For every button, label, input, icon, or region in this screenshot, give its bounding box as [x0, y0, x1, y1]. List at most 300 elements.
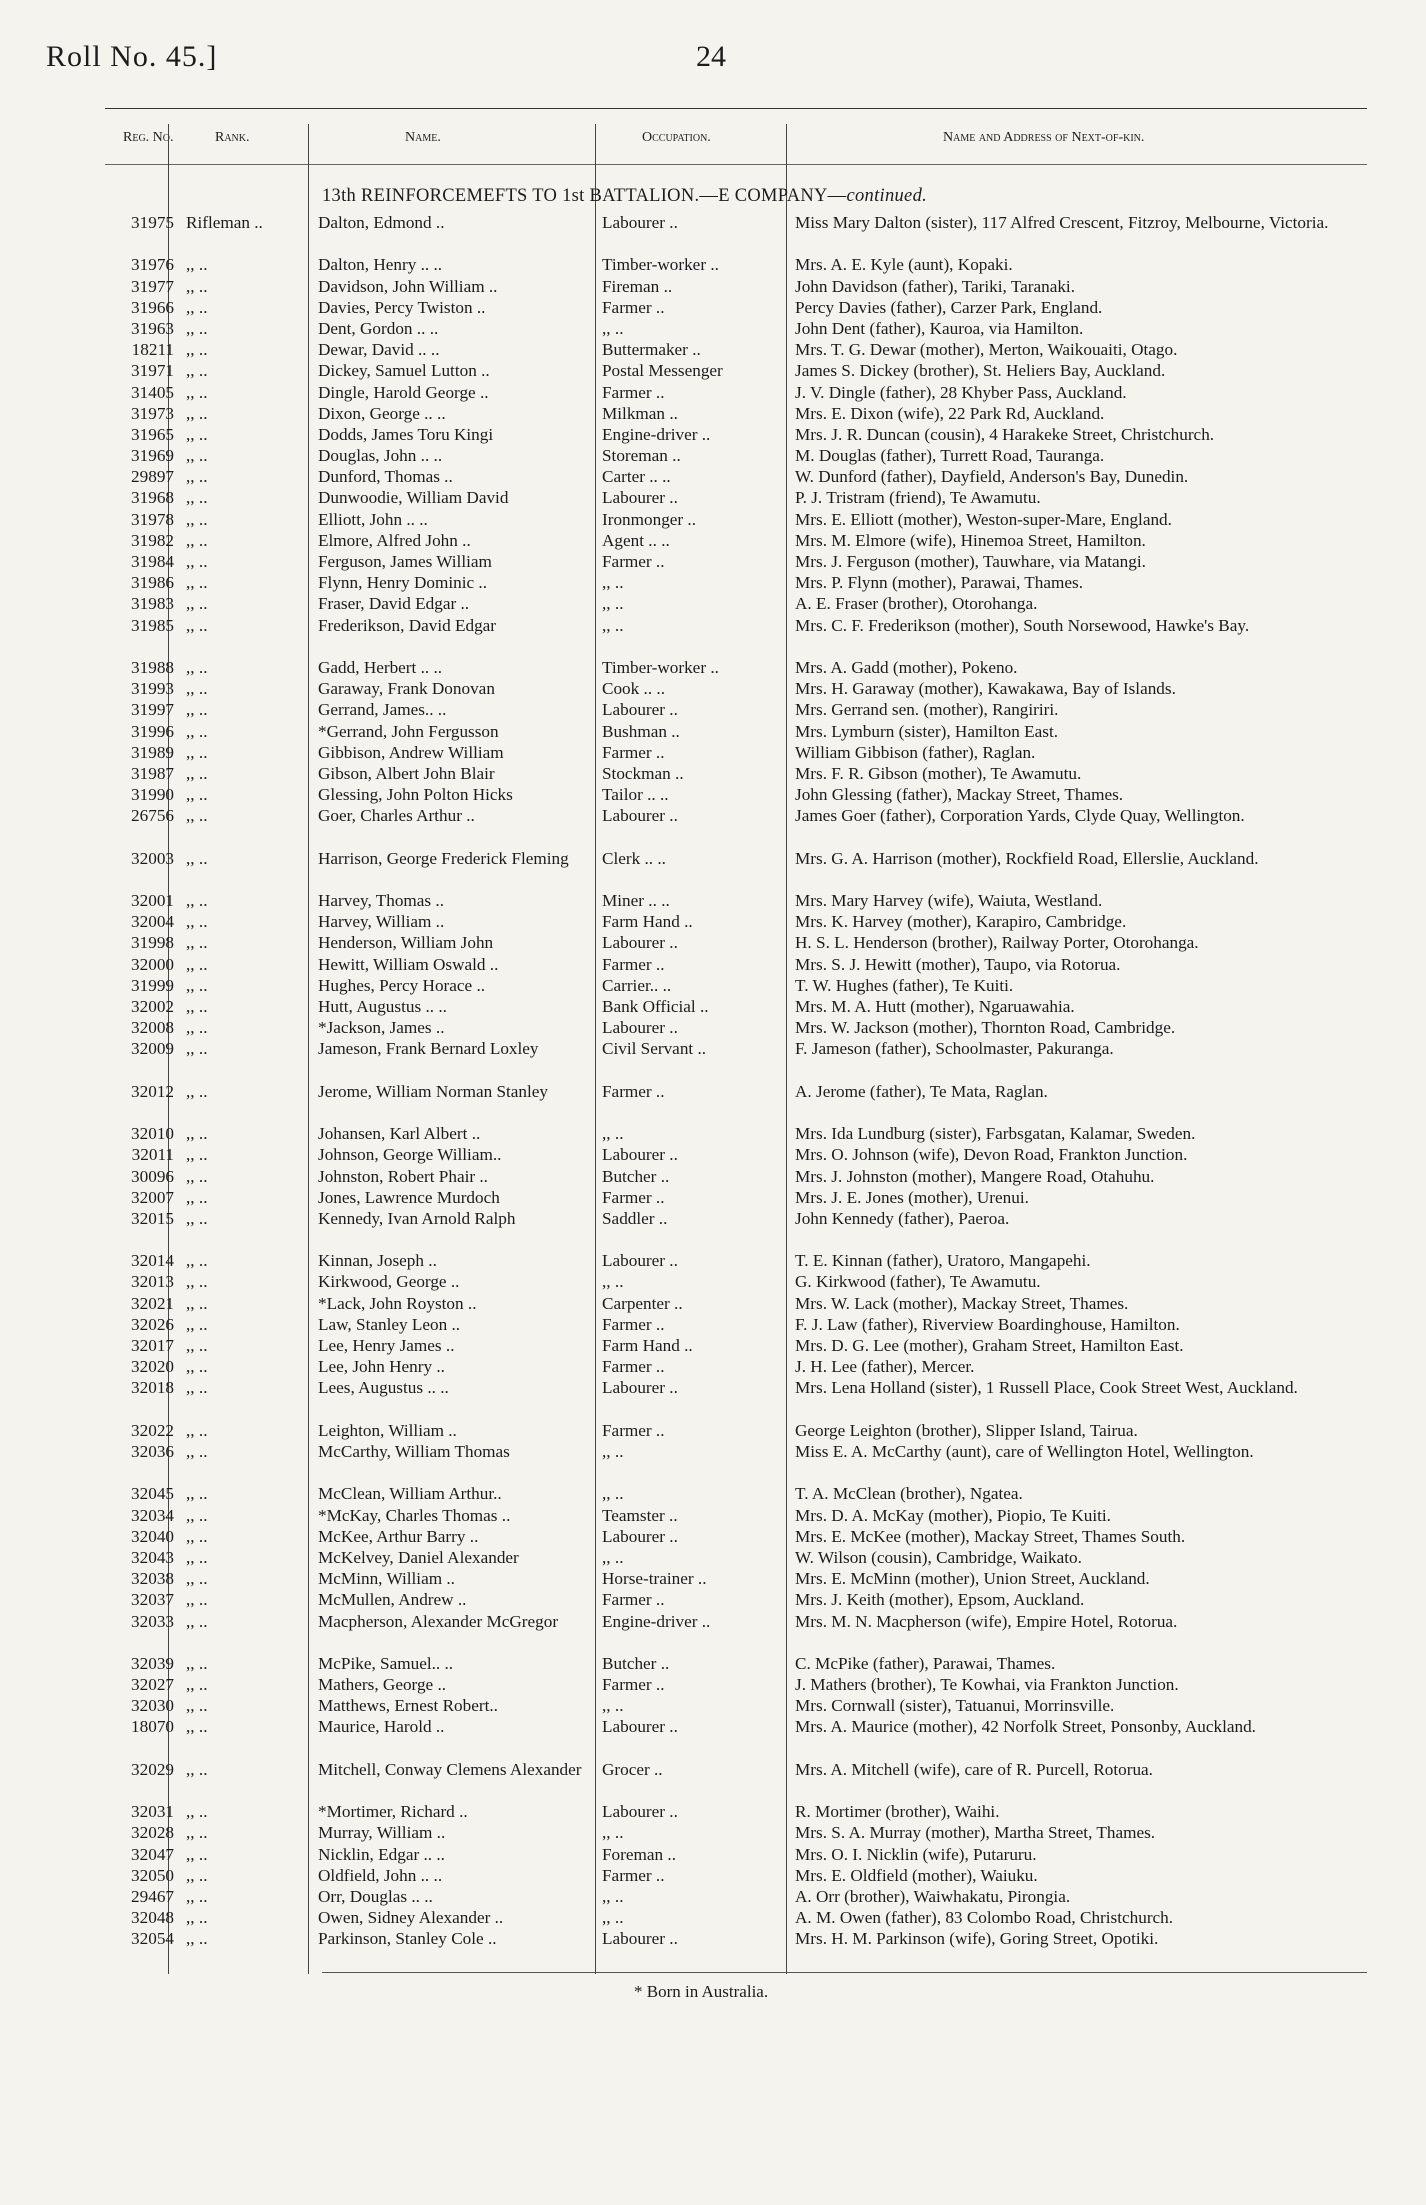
next-of-kin: F. Jameson (father), Schoolmaster, Pakuranga. — [795, 1039, 1114, 1059]
soldier-name: Parkinson, Stanley Cole .. — [318, 1929, 497, 1949]
soldier-name: Kinnan, Joseph .. — [318, 1251, 437, 1271]
rank: ,, .. — [186, 975, 208, 995]
soldier-name: Garaway, Frank Donovan — [318, 679, 495, 699]
rank: ,, .. — [186, 255, 208, 275]
next-of-kin: W. Wilson (cousin), Cambridge, Waikato. — [795, 1547, 1082, 1567]
occupation: Labourer .. — [602, 1251, 678, 1271]
reg-number: 26756 — [131, 806, 174, 826]
table-row — [0, 551, 1426, 572]
table-row — [0, 1187, 1426, 1208]
table-row — [0, 318, 1426, 339]
next-of-kin: A. Orr (brother), Waiwhakatu, Pirongia. — [795, 1887, 1071, 1906]
soldier-name: Glessing, John Polton Hicks — [318, 785, 513, 805]
next-of-kin: Mrs. J. Johnston (mother), Mangere Road, Otahuhu. — [795, 1166, 1155, 1186]
soldier-name: Leighton, William .. — [318, 1420, 457, 1440]
occupation: ,, .. — [602, 1547, 624, 1567]
rank: ,, .. — [186, 912, 208, 932]
occupation: Miner .. .. — [602, 891, 670, 911]
occupation: Timber-worker .. — [602, 657, 719, 677]
col-header-next-of-kin: Name and Address of Next-of-kin. — [943, 130, 1145, 145]
soldier-name: Henderson, William John — [318, 933, 494, 953]
soldier-name: *Lack, John Royston .. — [318, 1293, 477, 1313]
soldier-name: Dixon, George .. .. — [318, 403, 446, 423]
table-row — [0, 784, 1426, 805]
occupation: Farmer .. — [602, 1675, 665, 1695]
next-of-kin: Miss E. A. McCarthy (aunt), care of Wellington Hotel, Wellington. — [795, 1442, 1254, 1461]
reg-number: 18070 — [131, 1717, 174, 1737]
soldier-name: Jerome, William Norman Stanley — [318, 1081, 549, 1101]
soldier-name: Davidson, John William .. — [318, 276, 498, 296]
next-of-kin: Mrs. K. Harvey (mother), Karapiro, Cambridge. — [795, 912, 1127, 932]
next-of-kin: Mrs. Lymburn (sister), Hamilton East. — [795, 721, 1059, 741]
occupation: Teamster .. — [602, 1505, 678, 1525]
table-row — [0, 572, 1426, 593]
rank: ,, .. — [186, 1696, 208, 1716]
next-of-kin: Mrs. Ida Lundburg (sister), Farbsgatan, Kalamar, Sweden. — [795, 1124, 1196, 1144]
table-row — [0, 954, 1426, 975]
rank: ,, .. — [186, 340, 208, 360]
reg-number: 31998 — [131, 933, 174, 953]
occupation: ,, .. — [602, 594, 624, 614]
reg-number: 32037 — [131, 1590, 174, 1610]
next-of-kin: Mrs. E. Elliott (mother), Weston-super-Mare, England. — [795, 509, 1172, 529]
rank: ,, .. — [186, 1208, 208, 1228]
rank: ,, .. — [186, 1124, 208, 1144]
next-of-kin: Mrs. Cornwall (sister), Tatuanui, Morrinsville. — [795, 1696, 1115, 1716]
soldier-name: Kennedy, Ivan Arnold Ralph — [318, 1208, 516, 1228]
soldier-name: Gibbison, Andrew William — [318, 742, 504, 762]
next-of-kin: J. H. Lee (father), Mercer. — [795, 1357, 975, 1377]
rank: ,, .. — [186, 467, 208, 487]
occupation: Farmer .. — [602, 1314, 665, 1334]
next-of-kin: Mrs. A. E. Kyle (aunt), Kopaki. — [795, 255, 1013, 275]
soldier-name: Mitchell, Conway Clemens Alexander — [318, 1759, 582, 1779]
rank: ,, .. — [186, 1293, 208, 1313]
soldier-name: *Mortimer, Richard .. — [318, 1802, 468, 1822]
rank: ,, .. — [186, 1251, 208, 1271]
occupation: Labourer .. — [602, 1018, 678, 1038]
occupation: Engine-driver .. — [602, 424, 711, 444]
col-header-occupation: Occupation. — [642, 130, 711, 145]
occupation: ,, .. — [602, 1887, 624, 1906]
rank: ,, .. — [186, 1187, 208, 1207]
table-row — [0, 339, 1426, 360]
soldier-name: Kirkwood, George .. — [318, 1272, 460, 1292]
next-of-kin: Mrs. M. N. Macpherson (wife), Empire Hotel, Rotorua. — [795, 1611, 1178, 1631]
soldier-name: Dunwoodie, William David — [318, 488, 509, 508]
occupation: Storeman .. — [602, 446, 681, 466]
table-row — [0, 1589, 1426, 1610]
soldier-name: McKee, Arthur Barry .. — [318, 1526, 479, 1546]
next-of-kin: Mrs. A. Maurice (mother), 42 Norfolk Street, Ponsonby, Auckland. — [795, 1717, 1256, 1737]
reg-number: 32000 — [131, 954, 174, 974]
next-of-kin: Mrs. J. Ferguson (mother), Tauwhare, via Matangi. — [795, 552, 1146, 572]
occupation: Grocer .. — [602, 1759, 663, 1779]
rank: ,, .. — [186, 509, 208, 529]
reg-number: 32026 — [131, 1314, 174, 1334]
occupation: Farmer .. — [602, 954, 665, 974]
occupation: Farmer .. — [602, 1081, 665, 1101]
table-row — [0, 848, 1426, 890]
section-title — [322, 186, 927, 207]
reg-number: 32030 — [131, 1696, 174, 1716]
reg-number: 31987 — [131, 763, 174, 783]
soldier-name: Dodds, James Toru Kingi — [318, 424, 494, 444]
reg-number: 31978 — [131, 509, 174, 529]
rank: ,, .. — [186, 318, 208, 338]
reg-number: 31983 — [131, 594, 174, 614]
table-row — [0, 593, 1426, 614]
next-of-kin: G. Kirkwood (father), Te Awamutu. — [795, 1272, 1041, 1292]
soldier-name: Oldfield, John .. .. — [318, 1865, 443, 1885]
reg-number: 32009 — [131, 1039, 174, 1059]
occupation: Carrier.. .. — [602, 975, 672, 995]
reg-number: 31985 — [131, 615, 174, 635]
occupation: Farmer .. — [602, 297, 665, 317]
table-row — [0, 530, 1426, 551]
table-row — [0, 509, 1426, 530]
occupation: Postal Messenger — [602, 361, 723, 381]
occupation: Farm Hand .. — [602, 912, 693, 932]
rank: ,, .. — [186, 700, 208, 720]
soldier-name: Dingle, Harold George .. — [318, 382, 489, 402]
table-row — [0, 1886, 1426, 1907]
table-row — [0, 1250, 1426, 1271]
soldier-name: Elliott, John .. .. — [318, 509, 428, 529]
reg-number: 32033 — [131, 1611, 174, 1631]
next-of-kin: John Dent (father), Kauroa, via Hamilton. — [795, 318, 1084, 338]
occupation: Butcher .. — [602, 1653, 670, 1673]
rank: ,, .. — [186, 424, 208, 444]
soldier-name: Gibson, Albert John Blair — [318, 763, 495, 783]
rank: ,, .. — [186, 1166, 208, 1186]
occupation: Buttermaker .. — [602, 340, 701, 360]
next-of-kin: Mrs. E. Oldfield (mother), Waiuku. — [795, 1865, 1038, 1885]
table-row — [0, 1271, 1426, 1292]
occupation: ,, .. — [602, 1124, 624, 1144]
next-of-kin: W. Dunford (father), Dayfield, Anderson's Bay, Dunedin. — [795, 467, 1189, 487]
table-row — [0, 1208, 1426, 1250]
rank: ,, .. — [186, 785, 208, 805]
rank: ,, .. — [186, 382, 208, 402]
reg-number: 31986 — [131, 573, 174, 593]
rank: ,, .. — [186, 1547, 208, 1567]
reg-number: 32012 — [131, 1081, 174, 1101]
soldier-name: Gadd, Herbert .. .. — [318, 657, 443, 677]
next-of-kin: John Kennedy (father), Paeroa. — [795, 1208, 1010, 1228]
occupation: Labourer .. — [602, 806, 678, 826]
rank: ,, .. — [186, 573, 208, 593]
reg-number: 29467 — [131, 1887, 174, 1906]
reg-number: 32022 — [131, 1420, 174, 1440]
table-row — [0, 254, 1426, 275]
soldier-name: Murray, William .. — [318, 1823, 446, 1843]
soldier-name: Mathers, George .. — [318, 1675, 447, 1695]
table-row — [0, 1611, 1426, 1653]
soldier-name: Davies, Percy Twiston .. — [318, 297, 486, 317]
next-of-kin: John Davidson (father), Tariki, Taranaki. — [795, 276, 1075, 296]
soldier-name: Orr, Douglas .. .. — [318, 1887, 433, 1906]
occupation: ,, .. — [602, 1696, 624, 1716]
reg-number: 31999 — [131, 975, 174, 995]
soldier-name: McKelvey, Daniel Alexander — [318, 1547, 519, 1567]
rank: ,, .. — [186, 1865, 208, 1885]
rank: ,, .. — [186, 1039, 208, 1059]
table-row — [0, 360, 1426, 381]
occupation: Farmer .. — [602, 1590, 665, 1610]
next-of-kin: Mrs. F. R. Gibson (mother), Te Awamutu. — [795, 763, 1082, 783]
reg-number: 32001 — [131, 891, 174, 911]
next-of-kin: A. M. Owen (father), 83 Colombo Road, Christchurch. — [795, 1908, 1174, 1928]
next-of-kin: Mrs. C. F. Frederikson (mother), South Norsewood, Hawke's Bay. — [795, 615, 1250, 635]
table-row — [0, 1356, 1426, 1377]
rank: ,, .. — [186, 1505, 208, 1525]
reg-number: 32039 — [131, 1653, 174, 1673]
soldier-name: Dickey, Samuel Lutton .. — [318, 361, 490, 381]
rank: ,, .. — [186, 615, 208, 635]
rank: ,, .. — [186, 954, 208, 974]
occupation: Fireman .. — [602, 276, 673, 296]
next-of-kin: T. A. McClean (brother), Ngatea. — [795, 1484, 1023, 1504]
rank: ,, .. — [186, 657, 208, 677]
next-of-kin: T. E. Kinnan (father), Uratoro, Mangapehi. — [795, 1251, 1091, 1271]
table-row — [0, 742, 1426, 763]
occupation: ,, .. — [602, 573, 624, 593]
occupation: Labourer .. — [602, 488, 678, 508]
next-of-kin: Percy Davies (father), Carzer Park, England. — [795, 297, 1103, 317]
soldier-name: McMinn, William .. — [318, 1569, 455, 1589]
next-of-kin: Mrs. A. Mitchell (wife), care of R. Purcell, Rotorua. — [795, 1759, 1153, 1779]
soldier-name: Johansen, Karl Albert .. — [318, 1124, 481, 1144]
rank: ,, .. — [186, 679, 208, 699]
reg-number: 32029 — [131, 1759, 174, 1779]
soldier-name: Goer, Charles Arthur .. — [318, 806, 475, 826]
soldier-name: Johnston, Robert Phair .. — [318, 1166, 488, 1186]
rank: ,, .. — [186, 1717, 208, 1737]
table-row — [0, 1568, 1426, 1589]
rank: ,, .. — [186, 1357, 208, 1377]
soldier-name: Frederikson, David Edgar — [318, 615, 497, 635]
occupation: Labourer .. — [602, 1717, 678, 1737]
table-row — [0, 678, 1426, 699]
next-of-kin: Mrs. Lena Holland (sister), 1 Russell Place, Cook Street West, Auckland. — [795, 1378, 1298, 1398]
table-row — [0, 1293, 1426, 1314]
occupation: Bushman .. — [602, 721, 680, 741]
soldier-name: Dalton, Henry .. .. — [318, 255, 443, 275]
next-of-kin: John Glessing (father), Mackay Street, Thames. — [795, 785, 1124, 805]
soldier-name: Ferguson, James William — [318, 552, 492, 572]
reg-number: 32031 — [131, 1802, 174, 1822]
page-header — [46, 40, 1386, 90]
next-of-kin: Mrs. J. Keith (mother), Epsom, Auckland. — [795, 1590, 1085, 1610]
next-of-kin: Mrs. W. Lack (mother), Mackay Street, Thames. — [795, 1293, 1129, 1313]
table-row — [0, 1335, 1426, 1356]
table-row — [0, 615, 1426, 657]
reg-number: 31405 — [131, 382, 174, 402]
reg-number: 32018 — [131, 1378, 174, 1398]
rank: ,, .. — [186, 1484, 208, 1504]
reg-number: 32027 — [131, 1675, 174, 1695]
next-of-kin: C. McPike (father), Parawai, Thames. — [795, 1653, 1056, 1673]
next-of-kin: Mrs. Gerrand sen. (mother), Rangiriri. — [795, 700, 1059, 720]
rank: ,, .. — [186, 446, 208, 466]
rank: ,, .. — [186, 891, 208, 911]
reg-number: 31988 — [131, 657, 174, 677]
next-of-kin: Mrs. E. McMinn (mother), Union Street, Auckland. — [795, 1569, 1150, 1589]
next-of-kin: Mrs. E. Dixon (wife), 22 Park Rd, Auckland. — [795, 403, 1105, 423]
reg-number: 32048 — [131, 1908, 174, 1928]
roll-table — [0, 212, 1426, 1950]
soldier-name: McClean, William Arthur.. — [318, 1484, 502, 1504]
occupation: ,, .. — [602, 1823, 624, 1843]
soldier-name: Dunford, Thomas .. — [318, 467, 453, 487]
reg-number: 32007 — [131, 1187, 174, 1207]
table-row — [0, 1674, 1426, 1695]
soldier-name: Dent, Gordon .. .. — [318, 318, 439, 338]
next-of-kin: P. J. Tristram (friend), Te Awamutu. — [795, 488, 1041, 508]
soldier-name: Fraser, David Edgar .. — [318, 594, 470, 614]
rank: ,, .. — [186, 1442, 208, 1461]
table-row — [0, 932, 1426, 953]
table-row — [0, 1759, 1426, 1801]
rank: ,, .. — [186, 488, 208, 508]
occupation: Labourer .. — [602, 1526, 678, 1546]
reg-number: 18211 — [131, 340, 174, 360]
occupation: ,, .. — [602, 615, 624, 635]
table-row — [0, 403, 1426, 424]
rank: ,, .. — [186, 297, 208, 317]
table-row — [0, 1314, 1426, 1335]
next-of-kin: Mrs. S. A. Murray (mother), Martha Street, Thames. — [795, 1823, 1156, 1843]
soldier-name: McMullen, Andrew .. — [318, 1590, 467, 1610]
table-row — [0, 1928, 1426, 1949]
soldier-name: Lee, Henry James .. — [318, 1336, 455, 1356]
reg-number: 31993 — [131, 679, 174, 699]
soldier-name: Gerrand, James.. .. — [318, 700, 447, 720]
rank: ,, .. — [186, 1590, 208, 1610]
table-row — [0, 1420, 1426, 1441]
reg-number: 31982 — [131, 530, 174, 550]
occupation: ,, .. — [602, 318, 624, 338]
table-row — [0, 1907, 1426, 1928]
reg-number: 31973 — [131, 403, 174, 423]
occupation: Ironmonger .. — [602, 509, 697, 529]
next-of-kin: Mrs. O. Johnson (wife), Devon Road, Frankton Junction. — [795, 1145, 1188, 1165]
occupation: ,, .. — [602, 1908, 624, 1928]
table-row — [0, 911, 1426, 932]
reg-number: 31990 — [131, 785, 174, 805]
soldier-name: Nicklin, Edgar .. .. — [318, 1844, 445, 1864]
reg-number: 32020 — [131, 1357, 174, 1377]
next-of-kin: Mrs. D. A. McKay (mother), Piopio, Te Kuiti. — [795, 1505, 1111, 1525]
rank: ,, .. — [186, 552, 208, 572]
occupation: Butcher .. — [602, 1166, 670, 1186]
next-of-kin: George Leighton (brother), Slipper Island, Tairua. — [795, 1420, 1138, 1440]
rank: ,, .. — [186, 1823, 208, 1843]
table-row — [0, 1653, 1426, 1674]
next-of-kin: J. V. Dingle (father), 28 Khyber Pass, Auckland. — [795, 382, 1127, 402]
reg-number: 32013 — [131, 1272, 174, 1292]
section-title-text: 13th REINFORCEMEFTS TO 1st BATTALION.—E COMPANY— — [322, 186, 847, 206]
occupation: Labourer .. — [602, 700, 678, 720]
next-of-kin: Mrs. G. A. Harrison (mother), Rockfield Road, Ellerslie, Auckland. — [795, 848, 1259, 868]
table-row — [0, 1865, 1426, 1886]
reg-number: 32040 — [131, 1526, 174, 1546]
soldier-name: Jones, Lawrence Murdoch — [318, 1187, 500, 1207]
table-row — [0, 1081, 1426, 1123]
reg-number: 32015 — [131, 1208, 174, 1228]
occupation: Carter .. .. — [602, 467, 671, 487]
reg-number: 31996 — [131, 721, 174, 741]
table-row — [0, 657, 1426, 678]
soldier-name: *Jackson, James .. — [318, 1018, 445, 1038]
next-of-kin: Mrs. H. M. Parkinson (wife), Goring Street, Opotiki. — [795, 1929, 1159, 1949]
rank: ,, .. — [186, 1420, 208, 1440]
rank: ,, .. — [186, 997, 208, 1016]
table-row — [0, 1801, 1426, 1822]
footer-rule — [322, 1972, 1367, 1973]
col-header-reg-no: Reg. No. — [123, 130, 174, 145]
table-row — [0, 890, 1426, 911]
soldier-name: Jameson, Frank Bernard Loxley — [318, 1039, 539, 1059]
rank: ,, .. — [186, 1081, 208, 1101]
rank: ,, .. — [186, 1675, 208, 1695]
rank: ,, .. — [186, 1314, 208, 1334]
next-of-kin: Mrs. P. Flynn (mother), Parawai, Thames. — [795, 573, 1084, 593]
occupation: ,, .. — [602, 1272, 624, 1292]
reg-number: 30096 — [131, 1166, 174, 1186]
occupation: Horse-trainer .. — [602, 1569, 707, 1589]
table-row — [0, 975, 1426, 996]
soldier-name: Hewitt, William Oswald .. — [318, 954, 499, 974]
occupation: Bank Official .. — [602, 997, 709, 1016]
table-row — [0, 1716, 1426, 1758]
soldier-name: Harvey, Thomas .. — [318, 891, 445, 911]
col-header-name: Name. — [405, 130, 441, 145]
next-of-kin: Mrs. J. E. Jones (mother), Urenui. — [795, 1187, 1029, 1207]
table-row — [0, 805, 1426, 847]
occupation: Farmer .. — [602, 1420, 665, 1440]
occupation: Labourer .. — [602, 1929, 678, 1949]
rank: Rifleman .. — [186, 213, 263, 232]
next-of-kin: Mrs. M. A. Hutt (mother), Ngaruawahia. — [795, 997, 1075, 1016]
next-of-kin: J. Mathers (brother), Te Kowhai, via Frankton Junction. — [795, 1675, 1179, 1695]
table-row — [0, 1441, 1426, 1483]
next-of-kin: Mrs. E. McKee (mother), Mackay Street, Thames South. — [795, 1526, 1186, 1546]
reg-number: 32010 — [131, 1124, 174, 1144]
occupation: Foreman .. — [602, 1844, 676, 1864]
occupation: Labourer .. — [602, 1145, 678, 1165]
table-row — [0, 1483, 1426, 1504]
reg-number: 31989 — [131, 742, 174, 762]
rank: ,, .. — [186, 276, 208, 296]
soldier-name: Hutt, Augustus .. .. — [318, 997, 447, 1016]
next-of-kin: Mrs. W. Jackson (mother), Thornton Road, Cambridge. — [795, 1018, 1176, 1038]
reg-number: 31976 — [131, 255, 174, 275]
reg-number: 32011 — [131, 1145, 174, 1165]
next-of-kin: Mrs. H. Garaway (mother), Kawakawa, Bay of Islands. — [795, 679, 1176, 699]
occupation: Farm Hand .. — [602, 1336, 693, 1356]
occupation: Engine-driver .. — [602, 1611, 711, 1631]
occupation: Labourer .. — [602, 1378, 678, 1398]
next-of-kin: James Goer (father), Corporation Yards, Clyde Quay, Wellington. — [795, 806, 1245, 826]
table-row — [0, 996, 1426, 1017]
soldier-name: Elmore, Alfred John .. — [318, 530, 471, 550]
section-title-continued: continued. — [846, 186, 928, 206]
table-row — [0, 721, 1426, 742]
table-row — [0, 1017, 1426, 1038]
occupation: Tailor .. .. — [602, 785, 669, 805]
